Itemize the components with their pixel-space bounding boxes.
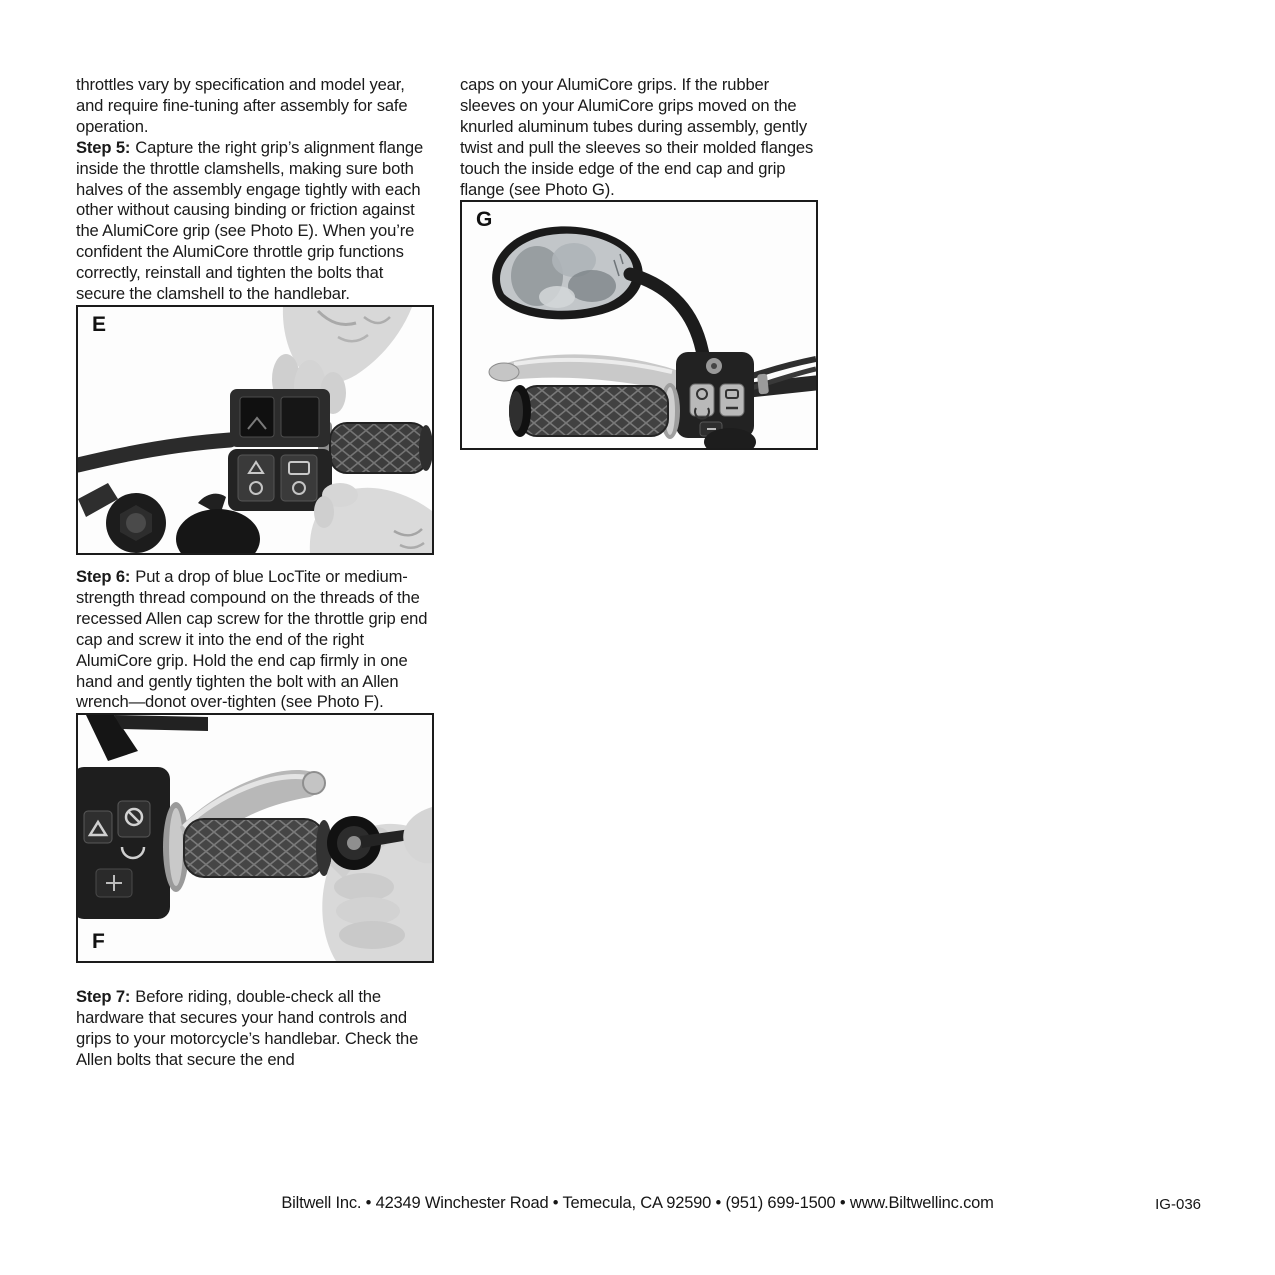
intro-paragraph: throttles vary by specification and model year, and require fine-tuning after assembly for safe operation. — [76, 75, 408, 136]
step-7-label: Step 7: — [76, 987, 131, 1007]
photo-e — [76, 305, 434, 555]
step-5-paragraph — [76, 138, 434, 305]
step-5-text: Capture the right grip’s alignment flange inside the throttle clamshells, making sure both halves of the assembly engage tightly with each other without causing binding or friction against the AlumiCore grip (see Photo E). When you’re confident the AlumiCore throttle grip functions correctly, reinstall and tighten the bolts that secure the clamshell to the handlebar. — [76, 137, 424, 304]
left-column — [76, 75, 434, 1071]
step-7-text: Before riding, double-check all the hardware that secures your hand controls and grips to your motorcycle’s handlebar. Check the Allen bolts that secure the end — [76, 987, 419, 1070]
photo-f-label: F — [92, 930, 105, 954]
step-7-paragraph — [76, 987, 434, 1071]
photo-g-illustration — [462, 202, 816, 448]
step-5-label: Step 5: — [76, 137, 131, 157]
photo-g-label: G — [476, 208, 493, 232]
photo-f — [76, 713, 434, 963]
photo-e-label: E — [92, 312, 107, 336]
photo-g — [460, 200, 818, 450]
step-6-label: Step 6: — [76, 566, 131, 586]
photo-f-illustration — [78, 715, 432, 961]
step-6-paragraph — [76, 567, 434, 713]
continuation-paragraph: caps on your AlumiCore grips. If the rubber sleeves on your AlumiCore grips moved on the knurled aluminum tubes during assembly, gently twist and pull the sleeves so their molded flanges touch the inside edge of the end cap and grip flange (see Photo G). — [460, 75, 814, 199]
photo-e-illustration — [78, 307, 432, 553]
right-column — [460, 75, 818, 450]
step-6-text: Put a drop of blue LocTite or medium-strength thread compound on the threads of the recessed Allen cap screw for the throttle grip end cap and screw it into the end of the right AlumiCore grip. Hold the end cap firmly in one hand and gently tighten the bolt with an Allen wrench—donot over-tighten (see Photo F). — [76, 566, 428, 712]
document-code: IG-036 — [1155, 1196, 1201, 1213]
footer-address-line: Biltwell Inc. • 42349 Winchester Road • Temecula, CA 92590 • (951) 699-1500 • www.Biltwellinc.com — [281, 1194, 994, 1212]
